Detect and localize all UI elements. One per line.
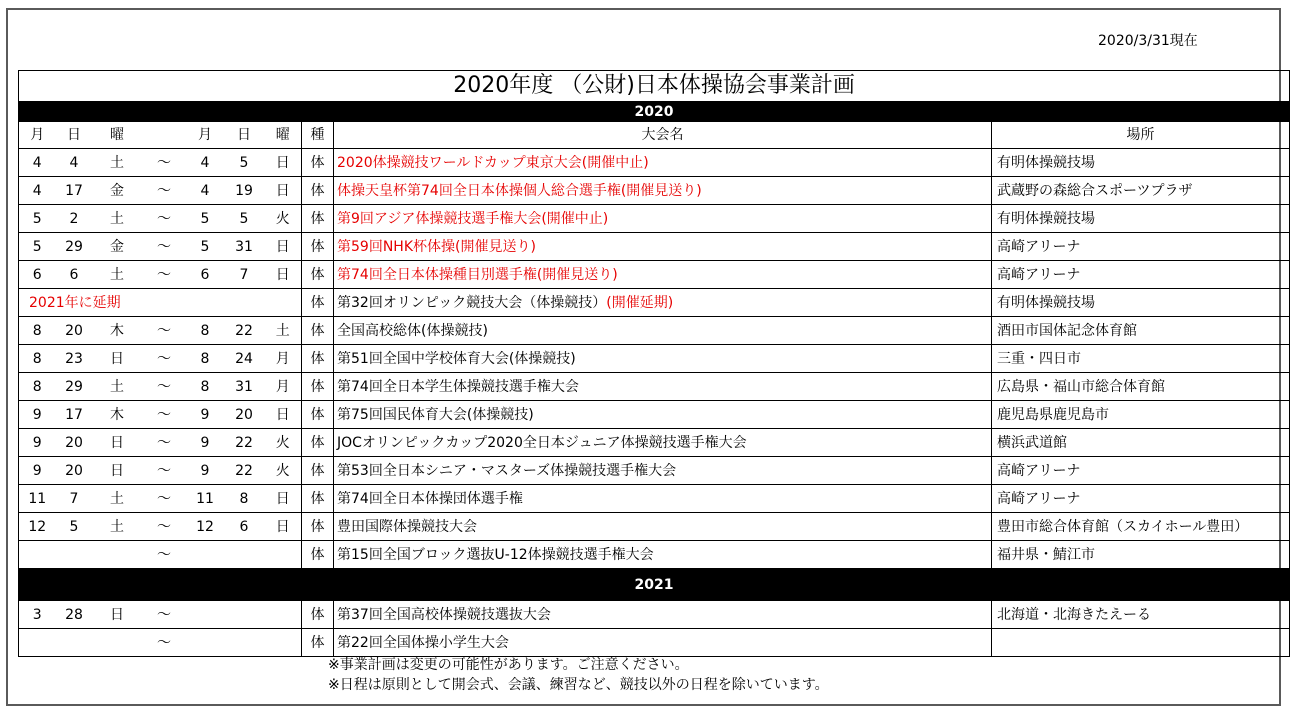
table-row [19,429,1290,457]
event-name: 第15回全国ブロック選抜U-12体操競技選手権大会 [334,541,992,569]
start-day: 6 [56,261,93,289]
start-weekday: 土 [93,373,142,401]
end-weekday: 日 [265,485,302,513]
date-separator: ～ [142,629,187,657]
event-name: 豊田国際体操競技大会 [334,513,992,541]
end-day: 31 [224,373,265,401]
start-weekday: 土 [93,261,142,289]
date-separator: ～ [142,261,187,289]
table-row [19,457,1290,485]
start-month: 9 [19,401,56,429]
header-end-day: 日 [224,122,265,149]
start-day: 4 [56,149,93,177]
end-day: 19 [224,177,265,205]
start-day: 29 [56,233,93,261]
notes [328,655,829,695]
event-venue: 北海道・北海きたえーる [992,601,1290,629]
start-weekday: 日 [93,429,142,457]
event-name: 第9回アジア体操競技選手権大会(開催中止) [334,205,992,233]
end-day: 8 [224,485,265,513]
end-weekday [265,629,302,657]
event-venue: 有明体操競技場 [992,289,1290,317]
start-weekday: 土 [93,513,142,541]
event-venue [992,629,1290,657]
event-venue: 三重・四日市 [992,345,1290,373]
event-venue: 有明体操競技場 [992,205,1290,233]
date-separator: ～ [142,457,187,485]
start-weekday: 土 [93,205,142,233]
end-weekday: 日 [265,149,302,177]
start-weekday: 金 [93,233,142,261]
start-month: 12 [19,513,56,541]
start-weekday: 土 [93,485,142,513]
end-day: 5 [224,205,265,233]
end-month: 8 [187,373,224,401]
start-weekday: 木 [93,317,142,345]
table-row [19,629,1290,657]
start-month: 4 [19,177,56,205]
end-weekday: 火 [265,429,302,457]
event-name: 第53回全日本シニア・マスターズ体操競技選手権大会 [334,457,992,485]
event-kind: 体 [302,373,334,401]
date-separator: ～ [142,149,187,177]
event-venue: 高崎アリーナ [992,457,1290,485]
table-row [19,149,1290,177]
event-kind: 体 [302,513,334,541]
start-weekday: 土 [93,149,142,177]
end-month: 11 [187,485,224,513]
event-venue: 高崎アリーナ [992,485,1290,513]
header-weekday: 曜 [93,122,142,149]
table-row [19,177,1290,205]
note-1: ※事業計画は変更の可能性があります。ご注意ください。 [328,657,689,673]
start-weekday: 金 [93,177,142,205]
event-kind: 体 [302,345,334,373]
event-kind: 体 [302,629,334,657]
table-row [19,485,1290,513]
event-kind: 体 [302,401,334,429]
header-end-weekday: 曜 [265,122,302,149]
table-row [19,513,1290,541]
end-day: 22 [224,457,265,485]
end-weekday: 火 [265,457,302,485]
table-row [19,317,1290,345]
end-day: 5 [224,149,265,177]
start-day: 7 [56,485,93,513]
start-weekday: 日 [93,345,142,373]
event-status-text: (開催延期) [606,294,674,311]
start-day: 17 [56,401,93,429]
end-weekday [265,541,302,569]
end-weekday: 日 [265,233,302,261]
end-weekday: 月 [265,345,302,373]
table-row [19,289,1290,317]
start-month: 3 [19,601,56,629]
date-separator: ～ [142,601,187,629]
end-weekday [265,601,302,629]
end-month: 5 [187,205,224,233]
header-end-month: 月 [187,122,224,149]
event-venue: 酒田市国体記念体育館 [992,317,1290,345]
end-day [224,601,265,629]
end-day: 24 [224,345,265,373]
event-kind: 体 [302,429,334,457]
date-separator: ～ [142,401,187,429]
start-day [56,629,93,657]
event-venue: 有明体操競技場 [992,149,1290,177]
end-day: 6 [224,513,265,541]
event-venue: 福井県・鯖江市 [992,541,1290,569]
end-weekday: 日 [265,513,302,541]
end-month [187,629,224,657]
event-name: 全国高校総体(体操競技) [334,317,992,345]
header-month: 月 [19,122,56,149]
end-weekday: 月 [265,373,302,401]
date-separator: ～ [142,205,187,233]
event-name-text: 第32回オリンピック競技大会（体操競技） [337,294,607,311]
start-month: 8 [19,345,56,373]
table-row [19,373,1290,401]
table-row [19,345,1290,373]
end-month: 9 [187,457,224,485]
start-weekday: 日 [93,457,142,485]
start-day: 5 [56,513,93,541]
event-kind: 体 [302,233,334,261]
event-kind: 体 [302,149,334,177]
start-weekday [93,629,142,657]
end-month [187,541,224,569]
table-row [19,261,1290,289]
header-venue: 場所 [992,122,1290,149]
header-sep [142,122,187,149]
event-name: 2020体操競技ワールドカップ東京大会(開催中止) [334,149,992,177]
event-kind: 体 [302,317,334,345]
end-month: 8 [187,317,224,345]
event-name [334,289,992,317]
event-venue: 鹿児島県鹿児島市 [992,401,1290,429]
year-header-2020: 2020 [19,102,1290,122]
start-day [56,541,93,569]
end-weekday: 土 [265,317,302,345]
event-name: 第22回全国体操小学生大会 [334,629,992,657]
start-day: 2 [56,205,93,233]
start-day: 20 [56,429,93,457]
start-month: 4 [19,149,56,177]
end-day [224,629,265,657]
event-kind: 体 [302,457,334,485]
start-weekday: 木 [93,401,142,429]
event-name: 第74回全日本学生体操競技選手権大会 [334,373,992,401]
year-header-2021: 2021 [19,569,1290,601]
start-month: 9 [19,457,56,485]
start-month [19,541,56,569]
end-month: 9 [187,401,224,429]
event-name: JOCオリンピックカップ2020全日本ジュニア体操競技選手権大会 [334,429,992,457]
event-venue: 豊田市総合体育館（スカイホール豊田） [992,513,1290,541]
start-day: 28 [56,601,93,629]
event-kind: 体 [302,205,334,233]
table-row [19,541,1290,569]
event-venue: 横浜武道館 [992,429,1290,457]
start-weekday [93,541,142,569]
date-separator: ～ [142,345,187,373]
start-day: 17 [56,177,93,205]
end-month: 4 [187,149,224,177]
event-kind: 体 [302,261,334,289]
start-month: 9 [19,429,56,457]
end-weekday: 日 [265,177,302,205]
event-name: 体操天皇杯第74回全日本体操個人総合選手権(開催見送り) [334,177,992,205]
page-title: 2020年度 （公財)日本体操協会事業計画 [19,71,1290,102]
event-kind: 体 [302,541,334,569]
date-separator: ～ [142,485,187,513]
event-name: 第51回全国中学校体育大会(体操競技) [334,345,992,373]
end-month: 12 [187,513,224,541]
event-venue: 武蔵野の森総合スポーツプラザ [992,177,1290,205]
end-month: 4 [187,177,224,205]
header-day: 日 [56,122,93,149]
end-weekday: 日 [265,401,302,429]
table-row [19,205,1290,233]
end-day: 31 [224,233,265,261]
end-month: 6 [187,261,224,289]
start-month: 8 [19,317,56,345]
event-name: 第59回NHK杯体操(開催見送り) [334,233,992,261]
event-name: 第74回全日本体操種目別選手権(開催見送り) [334,261,992,289]
event-venue: 高崎アリーナ [992,233,1290,261]
event-kind: 体 [302,485,334,513]
start-weekday: 日 [93,601,142,629]
end-month: 5 [187,233,224,261]
start-day: 23 [56,345,93,373]
event-name: 第37回全国高校体操競技選抜大会 [334,601,992,629]
event-name: 第75回国民体育大会(体操競技) [334,401,992,429]
start-month [19,629,56,657]
start-month: 5 [19,233,56,261]
start-month: 8 [19,373,56,401]
end-day: 7 [224,261,265,289]
date-separator: ～ [142,317,187,345]
event-name: 第74回全日本体操団体選手権 [334,485,992,513]
start-day: 29 [56,373,93,401]
date-separator: ～ [142,233,187,261]
end-weekday: 火 [265,205,302,233]
as-of-date: 2020/3/31現在 [1098,33,1198,49]
table-row [19,401,1290,429]
date-separator: ～ [142,429,187,457]
event-venue: 高崎アリーナ [992,261,1290,289]
end-day: 22 [224,429,265,457]
event-kind: 体 [302,289,334,317]
header-kind: 種 [302,122,334,149]
postponed-note: 2021年に延期 [19,289,302,317]
end-month: 9 [187,429,224,457]
start-day: 20 [56,457,93,485]
date-separator: ～ [142,177,187,205]
start-month: 5 [19,205,56,233]
header-event: 大会名 [334,122,992,149]
date-separator: ～ [142,373,187,401]
start-month: 11 [19,485,56,513]
start-day: 20 [56,317,93,345]
end-month: 8 [187,345,224,373]
date-separator: ～ [142,541,187,569]
start-month: 6 [19,261,56,289]
end-day [224,541,265,569]
event-kind: 体 [302,601,334,629]
end-day: 20 [224,401,265,429]
event-kind: 体 [302,177,334,205]
end-day: 22 [224,317,265,345]
end-weekday: 日 [265,261,302,289]
table-row [19,233,1290,261]
schedule-table [18,70,1290,657]
end-month [187,601,224,629]
table-row [19,601,1290,629]
event-venue: 広島県・福山市総合体育館 [992,373,1290,401]
date-separator: ～ [142,513,187,541]
note-2: ※日程は原則として開会式、会議、練習など、競技以外の日程を除いています。 [328,677,829,693]
